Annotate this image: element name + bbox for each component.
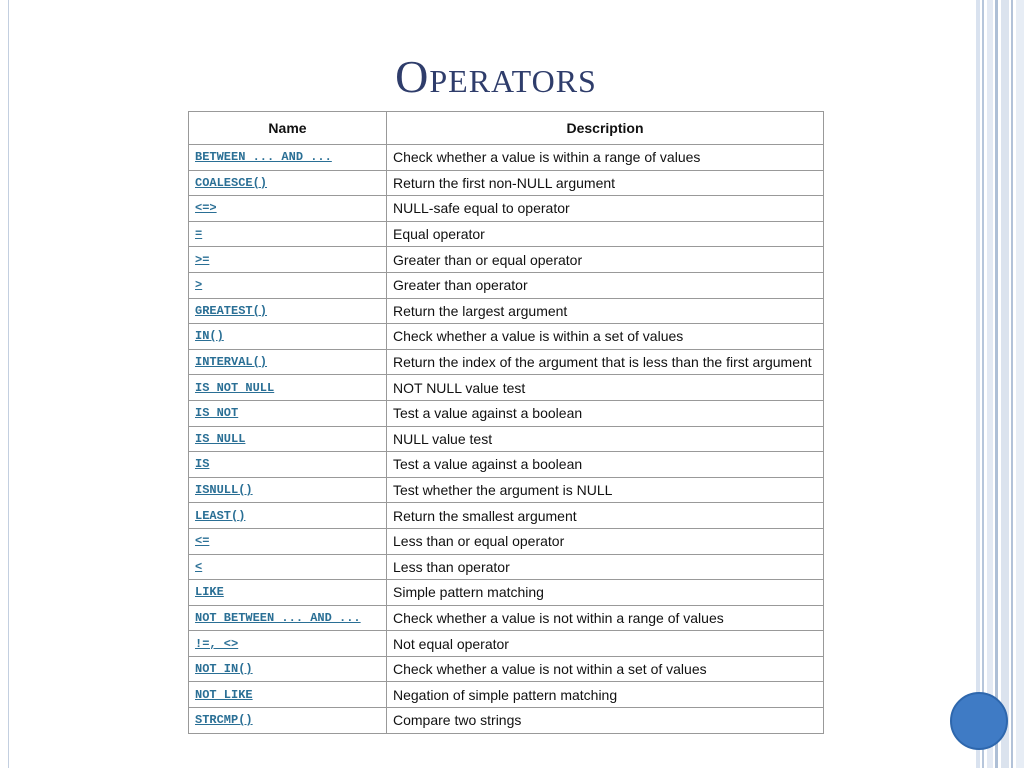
operator-name-link[interactable]: > bbox=[189, 272, 387, 298]
operator-name-link[interactable]: < bbox=[189, 554, 387, 580]
stripe bbox=[1011, 0, 1013, 768]
operator-name-link[interactable]: IS bbox=[189, 452, 387, 478]
column-header-name: Name bbox=[189, 112, 387, 145]
operator-description: Negation of simple pattern matching bbox=[387, 682, 824, 708]
operator-name-link[interactable]: <=> bbox=[189, 196, 387, 222]
left-divider-line bbox=[8, 0, 9, 768]
operator-name-link[interactable]: ISNULL() bbox=[189, 477, 387, 503]
stripe bbox=[976, 0, 980, 768]
table-row bbox=[189, 452, 824, 478]
operator-description: Test a value against a boolean bbox=[387, 400, 824, 426]
stripe bbox=[1016, 0, 1024, 768]
table-body bbox=[189, 145, 824, 734]
table-row bbox=[189, 145, 824, 171]
stripe bbox=[987, 0, 993, 768]
operator-name-link[interactable]: GREATEST() bbox=[189, 298, 387, 324]
table-row bbox=[189, 554, 824, 580]
operator-description: Return the index of the argument that is less than the first argument bbox=[387, 349, 824, 375]
operator-name-link[interactable]: STRCMP() bbox=[189, 708, 387, 734]
stripe bbox=[995, 0, 998, 768]
operator-description: Equal operator bbox=[387, 221, 824, 247]
operator-name-link[interactable]: !=, <> bbox=[189, 631, 387, 657]
operator-description: Greater than or equal operator bbox=[387, 247, 824, 273]
table-row bbox=[189, 196, 824, 222]
operator-description: Not equal operator bbox=[387, 631, 824, 657]
operator-description: Check whether a value is within a range of values bbox=[387, 145, 824, 171]
operator-description: Less than operator bbox=[387, 554, 824, 580]
operator-description: Compare two strings bbox=[387, 708, 824, 734]
operator-description: NULL value test bbox=[387, 426, 824, 452]
operator-name-link[interactable]: <= bbox=[189, 528, 387, 554]
slide-nav-circle-button[interactable] bbox=[950, 692, 1008, 750]
table-row bbox=[189, 247, 824, 273]
table-row bbox=[189, 477, 824, 503]
table-row bbox=[189, 298, 824, 324]
operator-description: Check whether a value is not within a range of values bbox=[387, 605, 824, 631]
table-row bbox=[189, 656, 824, 682]
operator-name-link[interactable]: IN() bbox=[189, 324, 387, 350]
slide-title: Operators bbox=[395, 51, 597, 102]
operator-name-link[interactable]: LIKE bbox=[189, 580, 387, 606]
table-row bbox=[189, 324, 824, 350]
operator-name-link[interactable]: INTERVAL() bbox=[189, 349, 387, 375]
operator-description: Greater than operator bbox=[387, 272, 824, 298]
operator-description: Return the largest argument bbox=[387, 298, 824, 324]
operator-description: Less than or equal operator bbox=[387, 528, 824, 554]
table-row bbox=[189, 375, 824, 401]
table-row bbox=[189, 682, 824, 708]
operator-name-link[interactable]: IS NOT bbox=[189, 400, 387, 426]
operator-description: Check whether a value is not within a set of values bbox=[387, 656, 824, 682]
operator-description: NOT NULL value test bbox=[387, 375, 824, 401]
table-row bbox=[189, 580, 824, 606]
operator-description: Simple pattern matching bbox=[387, 580, 824, 606]
operator-name-link[interactable]: LEAST() bbox=[189, 503, 387, 529]
table-row bbox=[189, 426, 824, 452]
table-row bbox=[189, 221, 824, 247]
operator-name-link[interactable]: COALESCE() bbox=[189, 170, 387, 196]
right-decorative-stripes bbox=[976, 0, 1024, 768]
table-row bbox=[189, 708, 824, 734]
table-header-row bbox=[189, 112, 824, 145]
operator-description: Return the first non-NULL argument bbox=[387, 170, 824, 196]
operator-name-link[interactable]: >= bbox=[189, 247, 387, 273]
table-row bbox=[189, 503, 824, 529]
operator-description: Check whether a value is within a set of values bbox=[387, 324, 824, 350]
table-row bbox=[189, 170, 824, 196]
operator-name-link[interactable]: BETWEEN ... AND ... bbox=[189, 145, 387, 171]
table-row bbox=[189, 605, 824, 631]
table-row bbox=[189, 528, 824, 554]
operator-name-link[interactable]: NOT BETWEEN ... AND ... bbox=[189, 605, 387, 631]
column-header-description: Description bbox=[387, 112, 824, 145]
table-row bbox=[189, 272, 824, 298]
operator-description: Test a value against a boolean bbox=[387, 452, 824, 478]
operator-name-link[interactable]: = bbox=[189, 221, 387, 247]
operator-description: Return the smallest argument bbox=[387, 503, 824, 529]
stripe bbox=[1001, 0, 1009, 768]
operator-name-link[interactable]: NOT IN() bbox=[189, 656, 387, 682]
table-row bbox=[189, 400, 824, 426]
operator-description: Test whether the argument is NULL bbox=[387, 477, 824, 503]
table-row bbox=[189, 349, 824, 375]
table-row bbox=[189, 631, 824, 657]
operator-name-link[interactable]: IS NULL bbox=[189, 426, 387, 452]
operator-name-link[interactable]: IS NOT NULL bbox=[189, 375, 387, 401]
operator-name-link[interactable]: NOT LIKE bbox=[189, 682, 387, 708]
operators-table bbox=[188, 111, 824, 734]
operator-description: NULL-safe equal to operator bbox=[387, 196, 824, 222]
stripe bbox=[982, 0, 984, 768]
